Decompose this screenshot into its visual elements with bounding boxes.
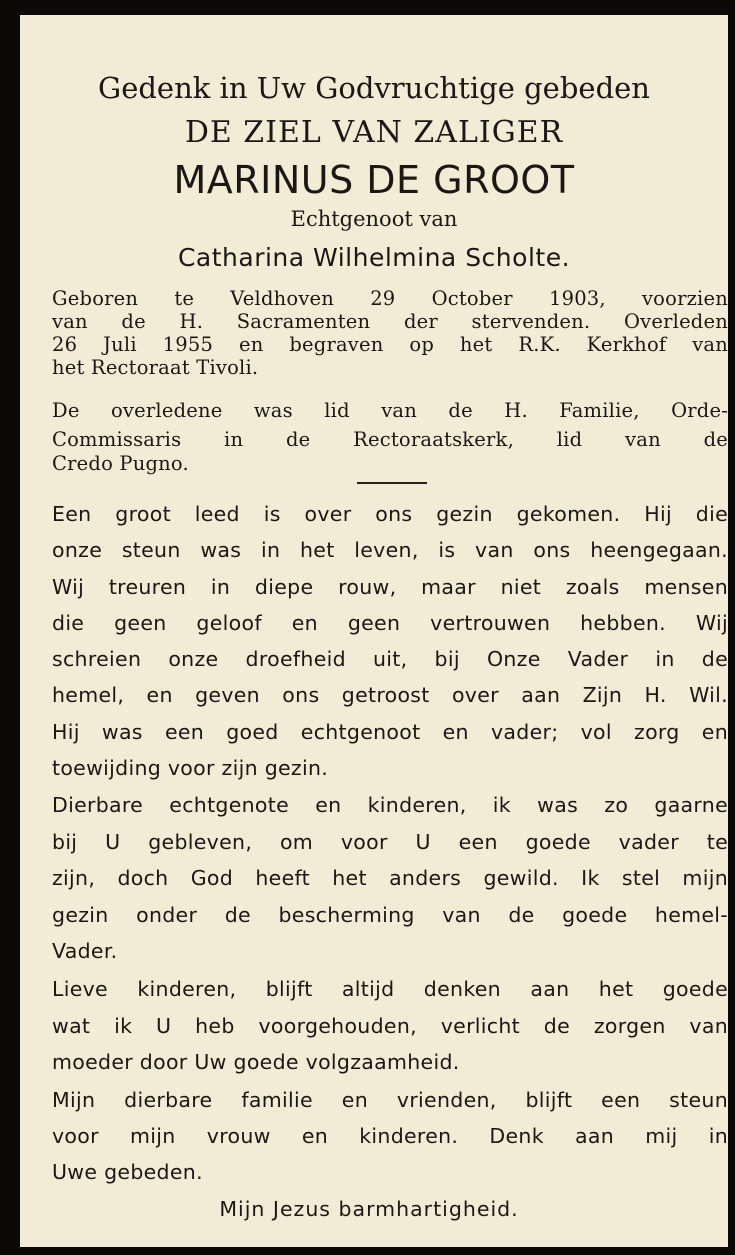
bio-line: 26 Juli 1955 en begraven op het R.K. Kerkhof van	[52, 333, 728, 356]
bio-line: van de H. Sacramenten der stervenden. Overleden	[52, 310, 728, 333]
bio-line: De overledene was lid van de H. Familie, Orde-	[52, 399, 728, 422]
text-line: wat ik U heb voorgehouden, verlicht de zorgen van	[52, 1014, 728, 1038]
text-line: voor mijn vrouw en kinderen. Denk aan mij in	[52, 1124, 728, 1148]
header-line-2: DE ZIEL VAN ZALIGER	[184, 115, 564, 150]
text-line: Dierbare echtgenote en kinderen, ik was zo gaarne	[52, 793, 728, 817]
closing-prayer: Mijn Jezus barmhartigheid.	[219, 1197, 519, 1221]
bio-line: Geboren te Veldhoven 29 October 1903, voorzien	[52, 287, 728, 310]
text-line: zijn, doch God heeft het anders gewild. Ik stel mijn	[52, 866, 728, 890]
text-line: Hij was een goed echtgenoot en vader; vol zorg en	[52, 720, 728, 744]
text-line: onze steun was in het leven, is van ons heengegaan.	[52, 538, 728, 562]
text-line: moeder door Uw goede volgzaamheid.	[52, 1050, 460, 1074]
bio-line: Credo Pugno.	[52, 452, 189, 475]
divider	[357, 482, 427, 484]
text-line: Mijn dierbare familie en vrienden, blijft een steun	[52, 1088, 728, 1112]
spouse-name: Catharina Wilhelmina Scholte.	[177, 243, 571, 272]
text-line: Lieve kinderen, blijft altijd denken aan het goede	[52, 977, 728, 1001]
text-line: Een groot leed is over ons gezin gekomen. Hij die	[52, 502, 728, 526]
text-line: gezin onder de bescherming van de goede hemel-	[52, 903, 728, 927]
memorial-card	[20, 15, 728, 1247]
header-line-1: Gedenk in Uw Godvruchtige gebeden	[98, 71, 650, 105]
bio-line: Commissaris in de Rectoraatskerk, lid van de	[52, 428, 728, 451]
text-line: Uwe gebeden.	[52, 1160, 203, 1184]
text-line: Vader.	[52, 939, 118, 963]
relation-label: Echtgenoot van	[290, 207, 458, 231]
text-line: hemel, en geven ons getroost over aan Zijn H. Wil.	[52, 683, 728, 707]
text-line: toewijding voor zijn gezin.	[52, 756, 329, 780]
bio-line: het Rectoraat Tivoli.	[52, 356, 259, 379]
text-line: schreien onze droefheid uit, bij Onze Vader in de	[52, 647, 728, 671]
text-line: bij U gebleven, om voor U een goede vader te	[52, 830, 728, 854]
deceased-name: MARINUS DE GROOT	[173, 158, 575, 202]
text-line: Wij treuren in diepe rouw, maar niet zoals mensen	[52, 575, 728, 599]
text-line: die geen geloof en geen vertrouwen hebben. Wij	[52, 611, 728, 635]
